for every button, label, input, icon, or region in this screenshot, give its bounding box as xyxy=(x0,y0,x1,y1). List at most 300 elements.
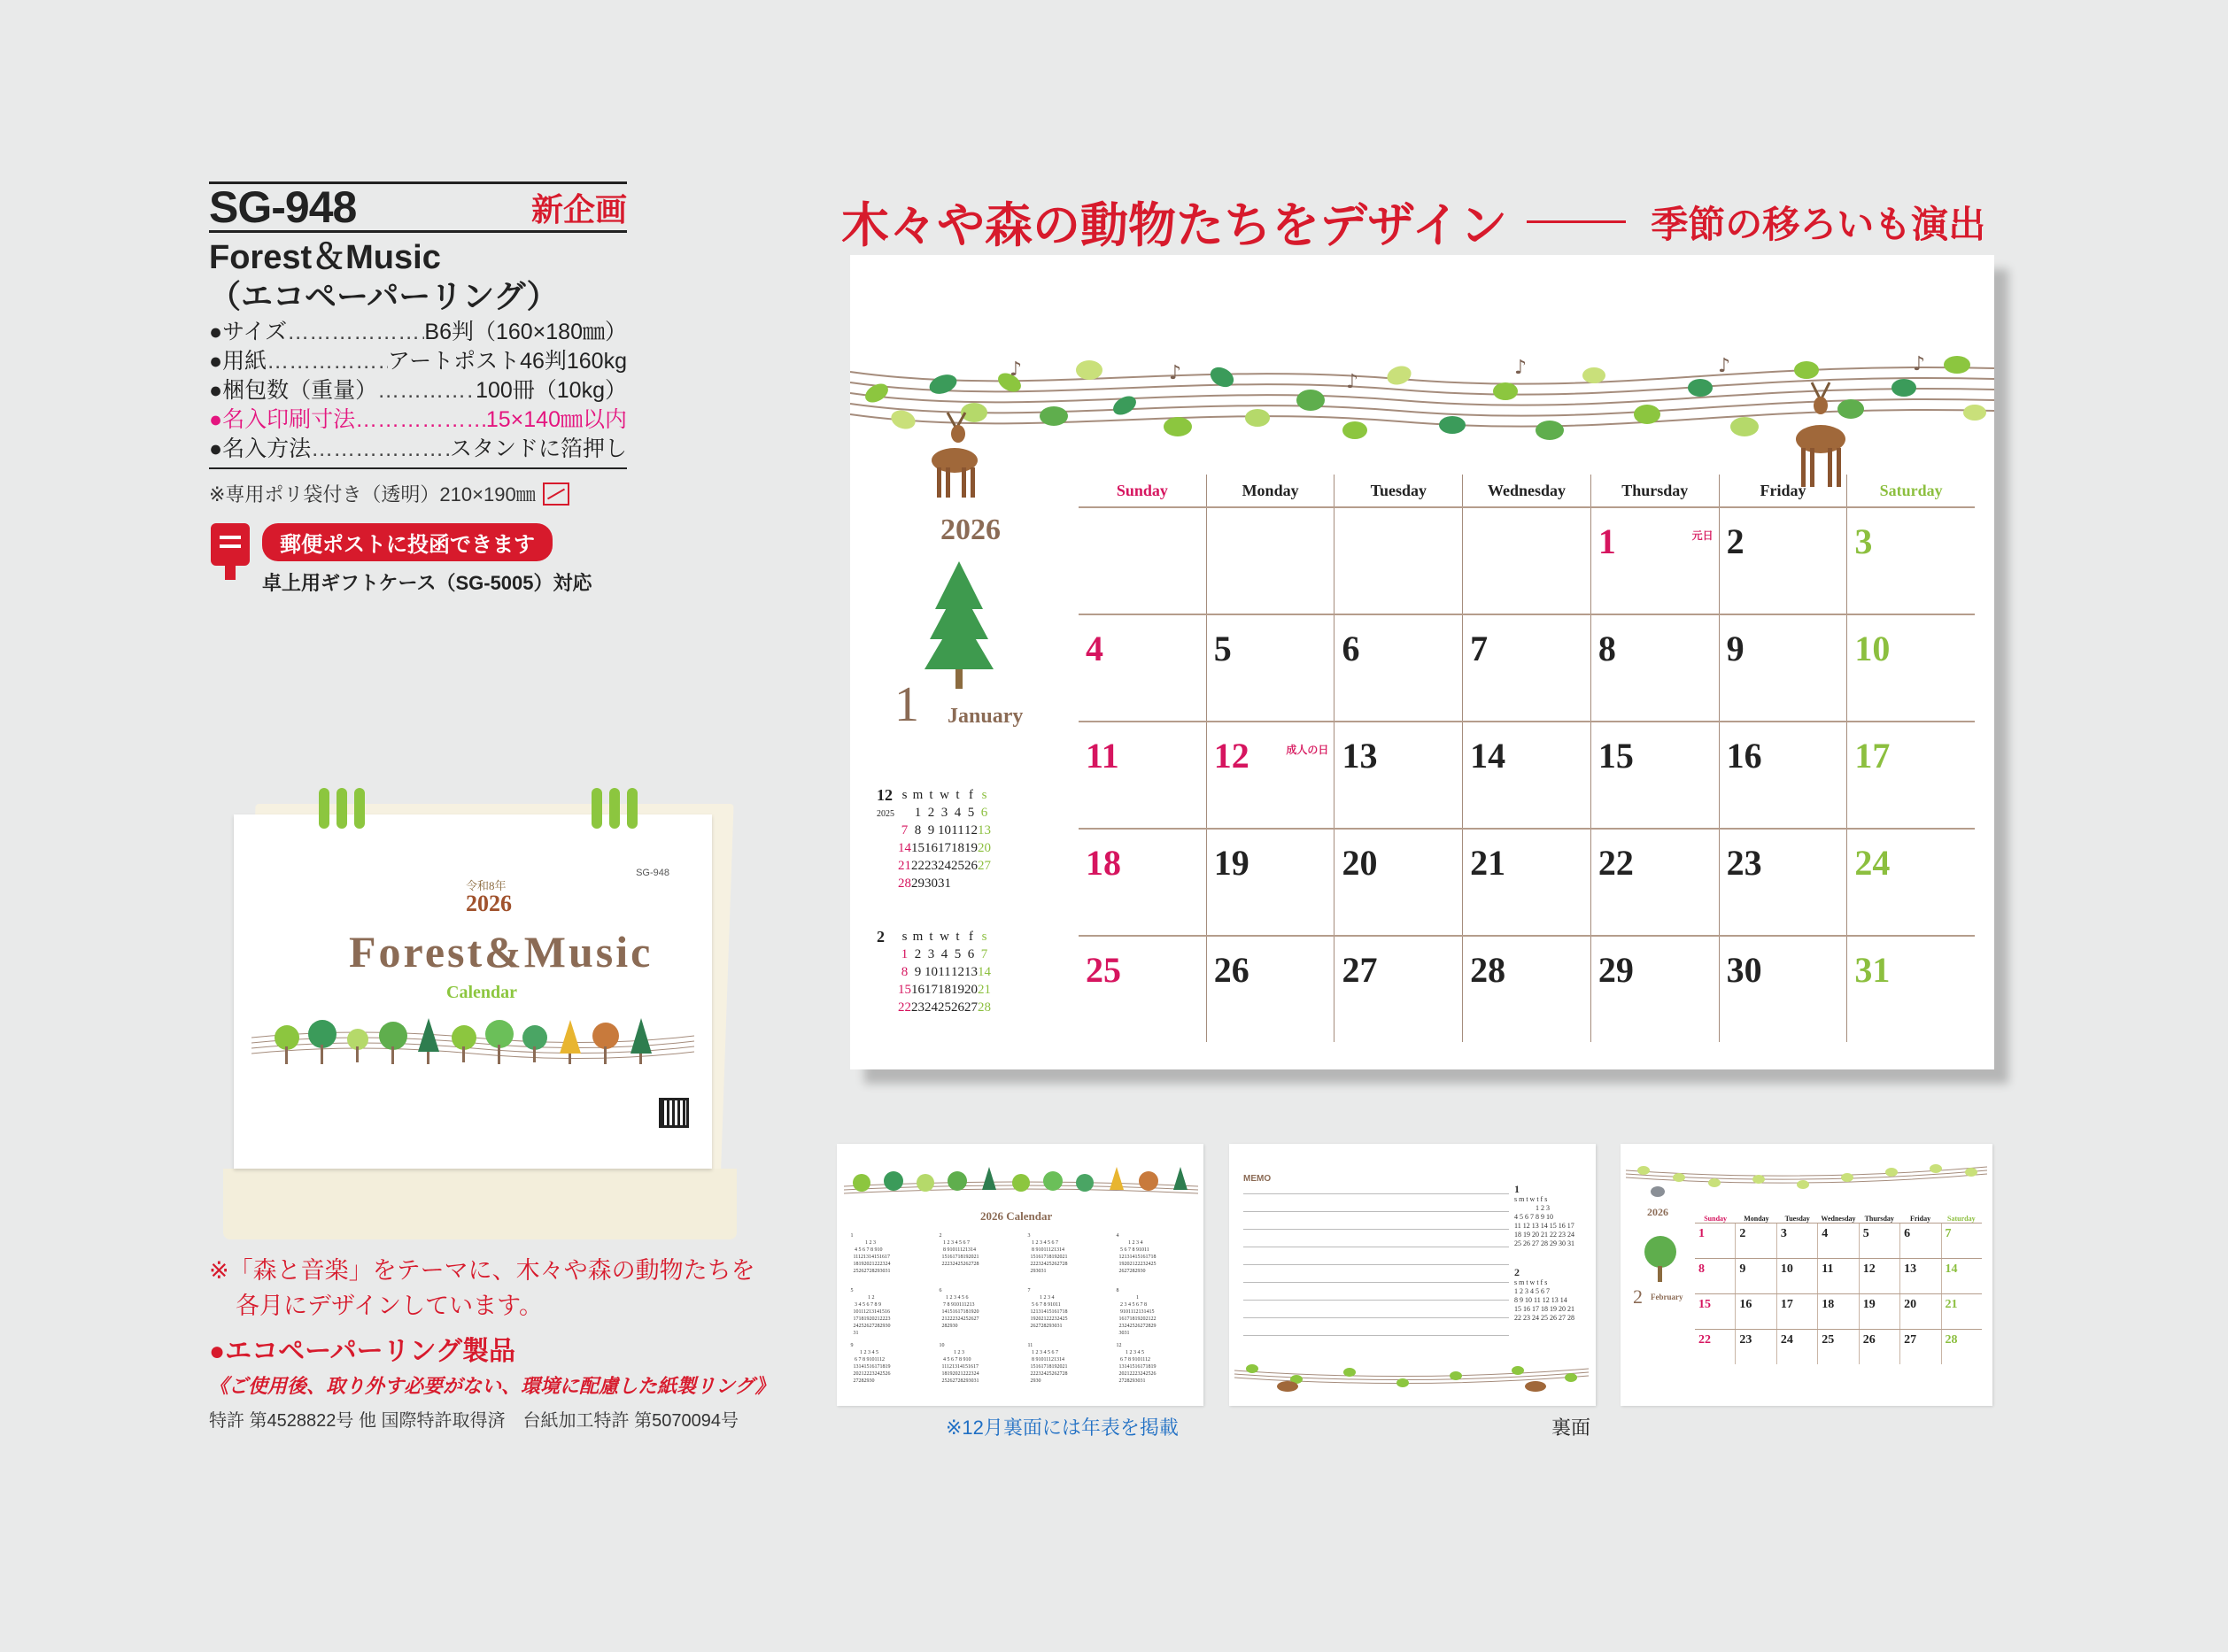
thumb3-day: 23 xyxy=(1735,1330,1775,1364)
day-cell xyxy=(1590,722,1719,828)
svg-text:♪: ♪ xyxy=(1346,371,1359,393)
mini-day: 3 xyxy=(927,946,935,961)
thumb3-week-row xyxy=(1695,1223,1982,1258)
svg-text:♪: ♪ xyxy=(1010,359,1023,381)
mini-day: 23 xyxy=(911,1000,924,1015)
spec-value: アートポスト46判160kg xyxy=(387,349,627,374)
thumb1-month-block: 12 1 2 3 4 5 6 7 8 9101112 13141516171819 20212223242526 2728293031 xyxy=(1116,1343,1157,1384)
mini-day: 7 xyxy=(901,822,909,838)
mini-weekday: s xyxy=(901,787,908,802)
mini-day: 1 xyxy=(901,946,909,961)
mini-day: 6 xyxy=(967,946,975,961)
mini-weekday: t xyxy=(929,787,933,802)
mini-day: 12 xyxy=(964,822,978,838)
day-number: 17 xyxy=(1854,736,1891,776)
day-cell xyxy=(1719,830,1847,935)
mini-day: 27 xyxy=(978,858,991,873)
mini-day: 10 xyxy=(938,822,951,838)
day-cell xyxy=(1079,615,1206,721)
day-cell xyxy=(1846,937,1975,1042)
spec-leader xyxy=(311,435,450,464)
mini-day: 2 xyxy=(927,805,935,820)
thumb3-day: 3 xyxy=(1776,1224,1817,1258)
day-number: 2 xyxy=(1726,521,1744,561)
post-mail-row xyxy=(209,523,627,596)
thumb3-day: 14 xyxy=(1941,1259,1982,1293)
thumb3-month-grid xyxy=(1695,1215,1982,1364)
thumb3-day: 27 xyxy=(1899,1330,1940,1364)
mini-day: 9 xyxy=(927,822,935,838)
thumb3-day: 24 xyxy=(1776,1330,1817,1364)
mini-day: 17 xyxy=(924,982,938,997)
day-cell xyxy=(1590,937,1719,1042)
calendar-month-name: January xyxy=(948,705,1024,728)
day-cell xyxy=(1334,830,1462,935)
thumb3-year: 2026 xyxy=(1647,1206,1668,1218)
day-number: 4 xyxy=(1086,629,1103,668)
thumb3-day: 9 xyxy=(1735,1259,1775,1293)
january-calendar-page xyxy=(850,255,1994,1069)
thumb3-weekday-header xyxy=(1695,1215,1982,1223)
day-number: 12 xyxy=(1213,736,1249,776)
product-notes xyxy=(209,1253,829,1432)
day-cell xyxy=(1206,830,1334,935)
day-number: 8 xyxy=(1598,629,1616,668)
thumbnail-year-calendar xyxy=(837,1144,1203,1406)
stand-base xyxy=(223,1169,737,1239)
thumb2-mini-1: 1 s m t w t f s 1 2 3 4 5 6 7 8 9 10 11 12 13 14 15 16 17 18 19 20 21 22 23 24 25 26 27 28 29 30 31 xyxy=(1514,1183,1574,1247)
mini-weekday: s xyxy=(981,787,987,802)
weekday-header xyxy=(1079,475,1975,506)
vine-staff-illustration xyxy=(1626,1156,1987,1200)
memo-line xyxy=(1243,1317,1509,1318)
mini-prev-year: 2025 xyxy=(877,809,894,819)
mini-day: 19 xyxy=(964,840,978,855)
post-badge: 郵便ポストに投函できます xyxy=(262,523,553,561)
theme-note-line1: ※「森と音楽」をテーマに、木々や森の動物たちを xyxy=(209,1257,755,1284)
day-cell xyxy=(1334,615,1462,721)
mini-day xyxy=(898,804,911,822)
mini-day: 9 xyxy=(914,964,922,979)
spec-row xyxy=(209,347,627,376)
holiday-label: 成人の日 xyxy=(1286,744,1329,756)
mini-next-table xyxy=(898,928,991,1016)
day-cell xyxy=(1590,615,1719,721)
week-row xyxy=(1079,828,1975,935)
mini-day: 21 xyxy=(898,858,911,873)
mini-day: 4 xyxy=(954,805,962,820)
headline-dash xyxy=(1527,220,1626,223)
mini-day: 26 xyxy=(951,1000,964,1015)
thumb3-day: 11 xyxy=(1817,1259,1858,1293)
deer-vine-illustration xyxy=(1234,1353,1589,1401)
mini-day: 27 xyxy=(964,1000,978,1015)
mini-day: 16 xyxy=(911,982,924,997)
mini-weekday: m xyxy=(912,929,924,944)
qr-code-icon xyxy=(659,1098,689,1128)
thumb3-weekday: Wednesday xyxy=(1821,1215,1856,1223)
stand-code: SG-948 xyxy=(636,868,669,878)
spec-header xyxy=(209,181,627,233)
mini-prev-table xyxy=(898,786,991,892)
mini-day: 14 xyxy=(978,964,991,979)
thumb3-day: 21 xyxy=(1941,1294,1982,1329)
mini-day: 11 xyxy=(951,822,964,838)
mini-weekday: s xyxy=(901,929,908,944)
eco-ring-title: ●エコペーパーリング製品 xyxy=(209,1337,516,1366)
day-number: 11 xyxy=(1086,736,1119,776)
day-cell xyxy=(1846,615,1975,721)
mini-prev-month: 12 xyxy=(877,786,893,804)
memo-line xyxy=(1243,1193,1509,1194)
thumb3-week-row xyxy=(1695,1258,1982,1293)
day-number: 3 xyxy=(1854,521,1873,561)
mini-day: 3 xyxy=(940,805,948,820)
mini-weekday: f xyxy=(969,787,973,802)
memo-line xyxy=(1243,1335,1509,1336)
mini-day: 23 xyxy=(924,858,938,873)
thumb3-day: 10 xyxy=(1776,1259,1817,1293)
thumb3-day: 7 xyxy=(1941,1224,1982,1258)
day-number: 14 xyxy=(1470,736,1506,776)
thumb3-day: 8 xyxy=(1698,1262,1705,1276)
headline-main: 木々や森の動物たちをデザイン xyxy=(841,199,1508,252)
mini-day xyxy=(964,875,978,892)
mini-day: 6 xyxy=(980,805,988,820)
gift-case-note: 卓上用ギフトケース（SG-5005）対応 xyxy=(262,572,592,594)
spec-label: ●名入印刷寸法 xyxy=(209,407,356,432)
mini-day: 5 xyxy=(967,805,975,820)
spec-row xyxy=(209,376,627,405)
thumbnail-february xyxy=(1621,1144,1992,1406)
memo-line xyxy=(1243,1229,1509,1230)
paper-ring-icon xyxy=(627,788,638,829)
stand-reiwa: 令和8年 xyxy=(466,879,507,892)
day-number: 18 xyxy=(1086,843,1121,883)
mini-day: 20 xyxy=(964,982,978,997)
mini-day: 10 xyxy=(924,964,938,979)
weekday-label: Saturday xyxy=(1846,475,1975,506)
day-number: 22 xyxy=(1598,843,1634,883)
day-number: 26 xyxy=(1213,950,1249,990)
spec-list xyxy=(209,318,627,469)
thumb3-week-row xyxy=(1695,1293,1982,1329)
day-cell xyxy=(1846,722,1975,828)
thumb2-mini-2: 2 s m t w t f s 1 2 3 4 5 6 7 8 9 10 11 12 13 14 15 16 17 18 19 20 21 22 23 24 25 26 27 28 xyxy=(1514,1266,1574,1322)
day-number: 25 xyxy=(1086,950,1121,990)
day-cell xyxy=(1334,508,1462,614)
paper-ring-icon xyxy=(592,788,602,829)
thumb3-weekday: Thursday xyxy=(1864,1215,1894,1223)
paper-ring-icon xyxy=(319,788,329,829)
thumb1-month-block: 7 1 2 3 4 5 6 7 8 91011 12131415161718 19202122232425 262728293031 xyxy=(1027,1288,1068,1329)
spec-value: 100冊（10kg） xyxy=(476,378,627,403)
day-cell xyxy=(1719,722,1847,828)
day-number: 24 xyxy=(1854,843,1891,883)
mini-day: 13 xyxy=(964,964,978,979)
spec-leader xyxy=(287,318,424,347)
thumb3-weekday: Tuesday xyxy=(1784,1215,1810,1223)
mini-day: 8 xyxy=(914,822,922,838)
spec-value: B6判（160×180㎜） xyxy=(424,320,627,344)
day-number: 13 xyxy=(1342,736,1378,776)
day-number: 16 xyxy=(1726,736,1762,776)
thumb3-day: 5 xyxy=(1859,1224,1899,1258)
mini-day: 30 xyxy=(924,876,938,891)
day-cell xyxy=(1079,830,1206,935)
day-number: 1 xyxy=(1598,521,1616,561)
spec-leader xyxy=(267,347,388,376)
thumb1-month-block: 1 1 2 3 4 5 6 7 8 910 11121314151617 18192021222324 25262728293031 xyxy=(850,1233,891,1274)
spec-label: ●名入方法 xyxy=(209,436,312,461)
week-row xyxy=(1079,935,1975,1042)
day-number: 23 xyxy=(1726,843,1762,883)
thumb3-weekday: Monday xyxy=(1744,1215,1769,1223)
thumb1-month-block: 9 1 2 3 4 5 6 7 8 9101112 13141516171819 20212223242526 27282930 xyxy=(850,1343,891,1384)
paper-ring-icon xyxy=(337,788,347,829)
thumb3-day: 25 xyxy=(1817,1330,1858,1364)
svg-text:♪: ♪ xyxy=(1514,357,1528,379)
thumb3-day: 12 xyxy=(1859,1259,1899,1293)
day-cell xyxy=(1462,615,1590,721)
mini-day: 24 xyxy=(938,858,951,873)
day-number: 28 xyxy=(1470,950,1506,990)
day-cell xyxy=(1846,830,1975,935)
calendar-month-number: 1 xyxy=(894,677,919,732)
day-number: 19 xyxy=(1213,843,1249,883)
mini-day: 17 xyxy=(938,840,951,855)
day-number: 9 xyxy=(1726,629,1744,668)
thumb1-month-block: 3 1 2 3 4 5 6 7 8 91011121314 15161718192021 22232425262728 293031 xyxy=(1027,1233,1068,1274)
day-cell xyxy=(1334,722,1462,828)
mini-day: 21 xyxy=(978,982,991,997)
stand-cover xyxy=(234,814,712,1169)
day-cell xyxy=(1079,508,1206,614)
thumb3-day: 26 xyxy=(1859,1330,1899,1364)
spec-value: スタンドに箔押し xyxy=(449,436,627,461)
mini-day: 2 xyxy=(914,946,922,961)
polybag-text: ※専用ポリ袋付き（透明）210×190㎜ xyxy=(209,483,536,506)
mailbox-icon xyxy=(209,523,251,580)
mini-day: 20 xyxy=(978,840,991,855)
mini-day: 28 xyxy=(978,1000,991,1015)
weekday-label: Sunday xyxy=(1116,482,1168,499)
mini-next-month: 2 xyxy=(877,928,885,946)
memo-line xyxy=(1243,1264,1509,1265)
thumb1-month-block: 10 1 2 3 4 5 6 7 8 910 11121314151617 18192021222324 25262728293031 xyxy=(939,1343,979,1384)
mini-weekday: f xyxy=(969,929,973,944)
thumb1-month-block: 4 1 2 3 4 5 6 7 8 91011 12131415161718 19202122232425 2627282930 xyxy=(1116,1233,1157,1274)
day-cell xyxy=(1462,937,1590,1042)
thumb1-caption: ※12月裏面には年表を掲載 xyxy=(946,1417,1179,1439)
memo-line xyxy=(1243,1282,1509,1283)
mini-day: 11 xyxy=(938,964,951,979)
spec-row xyxy=(209,435,627,464)
mini-day: 24 xyxy=(924,1000,938,1015)
thumb1-title: 2026 Calendar xyxy=(980,1209,1053,1223)
day-number: 31 xyxy=(1854,950,1891,990)
mini-day: 22 xyxy=(911,858,924,873)
spec-label: ●用紙 xyxy=(209,349,267,374)
day-number: 20 xyxy=(1342,843,1378,883)
thumb1-month-block: 2 1 2 3 4 5 6 7 8 91011121314 15161718192021 22232425262728 xyxy=(939,1233,979,1267)
mini-day: 31 xyxy=(938,876,951,891)
thumb3-day: 2 xyxy=(1735,1224,1775,1258)
mini-day: 26 xyxy=(964,858,978,873)
week-row xyxy=(1079,614,1975,721)
mini-day: 16 xyxy=(924,840,938,855)
day-number: 6 xyxy=(1342,629,1360,668)
mini-day: 12 xyxy=(951,964,964,979)
day-cell xyxy=(1334,937,1462,1042)
thumb3-day: 6 xyxy=(1899,1224,1940,1258)
day-cell xyxy=(1462,508,1590,614)
day-number: 5 xyxy=(1213,629,1232,668)
headline-sub: 季節の移ろいも演出 xyxy=(1651,205,1986,246)
mini-day: 28 xyxy=(898,876,911,891)
day-number: 10 xyxy=(1854,629,1891,668)
thumb3-day: 1 xyxy=(1698,1227,1705,1240)
product-subname: （エコペーパーリング） xyxy=(209,278,559,314)
thumb3-month-num: 2 xyxy=(1633,1285,1643,1308)
deer-illustration xyxy=(921,404,992,501)
thumb3-month-name: February xyxy=(1651,1293,1683,1301)
thumbnail-back-memo xyxy=(1229,1144,1596,1406)
spec-value: 15×140㎜以内 xyxy=(485,407,627,432)
product-code: SG-948 xyxy=(209,182,357,232)
paper-ring-icon xyxy=(609,788,620,829)
day-cell xyxy=(1590,830,1719,935)
mini-weekday: m xyxy=(912,787,924,802)
mini-weekday: t xyxy=(955,787,960,802)
mini-day: 13 xyxy=(978,822,991,838)
month-grid xyxy=(1079,475,1975,1042)
mini-day: 18 xyxy=(951,840,964,855)
mini-day: 29 xyxy=(911,876,924,891)
memo-line xyxy=(1243,1300,1509,1301)
thumb3-day: 22 xyxy=(1698,1333,1711,1347)
weekday-label: Tuesday xyxy=(1334,475,1462,506)
day-number: 27 xyxy=(1342,950,1378,990)
thumb3-day: 17 xyxy=(1776,1294,1817,1329)
memo-line xyxy=(1243,1211,1509,1212)
spec-label: ●サイズ xyxy=(209,320,288,344)
stand-title: Forest&Music xyxy=(349,927,654,977)
spec-leader xyxy=(355,405,486,435)
stand-subtitle: Calendar xyxy=(446,983,517,1002)
holiday-label: 元日 xyxy=(1691,529,1714,542)
mini-day: 15 xyxy=(898,982,911,997)
mini-day: 22 xyxy=(898,1000,911,1015)
thumb3-day: 16 xyxy=(1735,1294,1775,1329)
mini-day: 18 xyxy=(938,982,951,997)
stand-calendar-image xyxy=(223,779,746,1239)
day-cell xyxy=(1206,615,1334,721)
week-row xyxy=(1079,721,1975,828)
day-cell xyxy=(1079,937,1206,1042)
calendar-year: 2026 xyxy=(940,513,1001,546)
mini-day: 15 xyxy=(911,840,924,855)
memo-label: MEMO xyxy=(1243,1174,1272,1184)
thumb3-weekday: Sunday xyxy=(1704,1215,1728,1223)
day-cell xyxy=(1206,937,1334,1042)
thumb1-month-block: 6 1 2 3 4 5 6 7 8 910111213 14151617181920 21222324252627 282930 xyxy=(939,1288,979,1329)
thumb3-day: 15 xyxy=(1698,1298,1711,1311)
mini-day: 19 xyxy=(951,982,964,997)
thumb3-day: 13 xyxy=(1899,1259,1940,1293)
headline xyxy=(841,188,2010,256)
mini-weekday: t xyxy=(955,929,960,944)
day-cell xyxy=(1462,722,1590,828)
mini-weekday: t xyxy=(929,929,933,944)
day-number: 29 xyxy=(1598,950,1634,990)
mini-weekday: w xyxy=(940,787,949,802)
fir-tree-illustration xyxy=(919,558,999,691)
thumb3-day: 19 xyxy=(1859,1294,1899,1329)
mini-day: 4 xyxy=(940,946,948,961)
mini-day: 8 xyxy=(901,964,909,979)
tree-row-illustration xyxy=(844,1162,1198,1206)
spec-leader xyxy=(377,376,476,405)
svg-text:♪: ♪ xyxy=(1718,355,1731,377)
product-spec-panel xyxy=(209,181,627,596)
theme-note-line2: 各月にデザインしています。 xyxy=(236,1293,543,1319)
stand-year: 2026 xyxy=(466,891,512,916)
day-cell xyxy=(1206,508,1334,614)
mini-weekday: w xyxy=(940,929,949,944)
mini-day xyxy=(978,875,991,892)
day-cell xyxy=(1462,830,1590,935)
patent-note: 特許 第4528822号 他 国際特許取得済 台紙加工特許 第5070094号 xyxy=(209,1411,739,1431)
weekday-label: Thursday xyxy=(1590,475,1719,506)
spec-label: ●梱包数（重量） xyxy=(209,378,378,403)
thumb3-week-row xyxy=(1695,1329,1982,1364)
day-cell xyxy=(1719,937,1847,1042)
day-cell xyxy=(1719,615,1847,721)
spec-row xyxy=(209,318,627,347)
day-number: 7 xyxy=(1470,629,1489,668)
thumb3-weekday: Saturday xyxy=(1947,1215,1976,1223)
new-plan-label: 新企画 xyxy=(530,190,627,228)
mini-day: 5 xyxy=(954,946,962,961)
mini-day: 14 xyxy=(898,840,911,855)
paper-ring-icon xyxy=(354,788,365,829)
day-cell xyxy=(1206,722,1334,828)
thumb1-month-block: 11 1 2 3 4 5 6 7 8 91011121314 15161718192021 22232425262728 2930 xyxy=(1027,1343,1068,1384)
thumb3-day: 18 xyxy=(1817,1294,1858,1329)
tree-row-illustration xyxy=(251,1011,694,1082)
mini-day xyxy=(951,875,964,892)
round-tree-illustration xyxy=(1638,1232,1683,1285)
weekday-label: Monday xyxy=(1206,475,1334,506)
mini-weekday: s xyxy=(981,929,987,944)
thumb1-month-block: 8 1 2 3 4 5 6 7 8 9101112131415 16171819202122 23242526272829 3031 xyxy=(1116,1288,1157,1336)
day-number: 15 xyxy=(1598,736,1634,776)
day-number: 21 xyxy=(1470,843,1506,883)
day-number: 30 xyxy=(1726,950,1762,990)
weekday-label: Wednesday xyxy=(1462,475,1590,506)
svg-text:♪: ♪ xyxy=(1169,362,1182,384)
mini-day: 25 xyxy=(951,858,964,873)
mini-day: 7 xyxy=(980,946,988,961)
polybag-note xyxy=(209,480,627,507)
svg-text:♪: ♪ xyxy=(1913,353,1926,375)
mini-day: 25 xyxy=(938,1000,951,1015)
plastic-recycle-icon xyxy=(543,482,569,506)
day-cell xyxy=(1719,508,1847,614)
thumb2-caption: 裏面 xyxy=(1551,1417,1591,1439)
week-row xyxy=(1079,506,1975,614)
